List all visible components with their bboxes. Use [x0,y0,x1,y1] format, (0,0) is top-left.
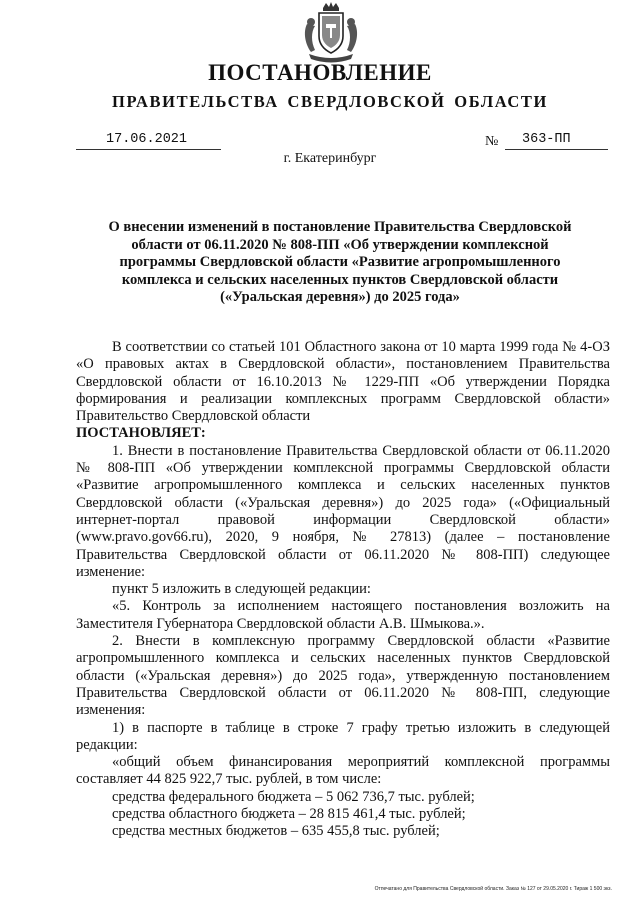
clause-2-item-1: 1) в паспорте в таблице в строке 7 графу третью изложить в следующей редакции: [76,719,610,753]
clause-1-paragraph: 1. Внести в постановление Правительства Свердловской области от 06.11.2020 № 808-ПП «Об утверждении комплексной программы Свердловской области «Развитие агропромышленного комплекса и сельских населенных пунктов Свердловской области («Уральская деревня») до 2025 года» («Официальный интернет-портал правовой информации Свердловской области» (www.pravo.gov66.ru), 2020, 9 ноября, № 27813) (далее – постановление Правительства Свердловской области от 06.11.2020 № 808-ПП) следующее изменение: [76,442,610,580]
document-date: 17.06.2021 [106,132,188,147]
number-sign: № [485,134,499,149]
document-title: ПОСТАНОВЛЕНИЕ [208,60,432,85]
funding-local-line: средства местных бюджетов – 635 455,8 тыс. рублей; [112,823,440,840]
clause-2-paragraph: 2. Внести в комплексную программу Свердловской области «Развитие агропромышленного комплекса и сельских населенных пунктов Свердловской области («Уральская деревня») до 2025 года», утвержденную постановлением Правительства Свердловской области от 06.11.2020 № 808-ПП, следующие изменения: [76,633,610,719]
document-number: 363-ПП [522,132,571,147]
clause-1-subparagraph: пункт 5 изложить в следующей редакции: [112,581,371,598]
funding-total-paragraph: «общий объем финансирования мероприятий комплексной программы составляет 44 825 922,7 тыс. рублей, в том числе: [76,754,610,788]
clause-1-new-text: «5. Контроль за исполнением настоящего постановления возложить на Заместителя Губернатора Свердловской области А.В. Шмыкова.». [76,598,610,632]
document-heading: О внесении изменений в постановление Правительства Свердловской области от 06.11.2020 № 808-ПП «Об утверждении комплексной программы Свердловской области «Развитие агропромышленного комплекса и сельских населенных пунктов Свердловской области («Уральская деревня») до 2025 года» [108,219,572,305]
coat-of-arms-emblem [299,2,363,64]
number-underline [505,149,608,150]
document-body [76,339,610,841]
date-underline [76,149,221,150]
resolves-heading: ПОСТАНОВЛЯЕТ: [76,425,206,442]
document-city: г. Екатеринбург [283,151,377,166]
print-footer-note: Отпечатано для Правительства Свердловской области. Заказ № 127 от 29.05.2020 г. Тираж 1 500 экз. [374,886,612,892]
funding-regional-line: средства областного бюджета – 28 815 461,4 тыс. рублей; [112,806,466,823]
preamble-paragraph: В соответствии со статьей 101 Областного закона от 10 марта 1999 года № 4-ОЗ «О правовых актах в Свердловской области», постановлением Правительства Свердловской области от 16.10.2013 № 1229-ПП «Об утверждении Порядка формирования и реализации комплексных программ Свердловской области» Правительство Свердловской области [76,339,610,425]
funding-federal-line: средства федерального бюджета – 5 062 736,7 тыс. рублей; [112,788,475,805]
document-subtitle: ПРАВИТЕЛЬСТВА СВЕРДЛОВСКОЙ ОБЛАСТИ [112,92,548,111]
